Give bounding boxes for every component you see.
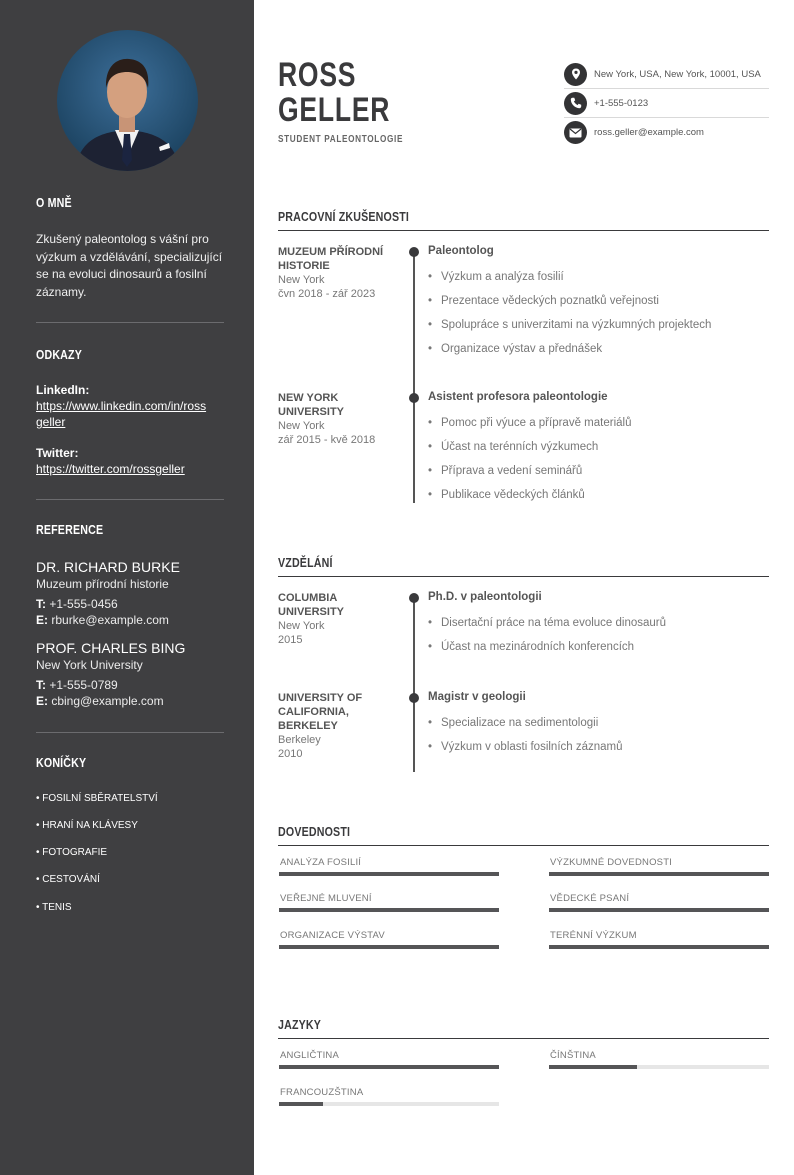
degree-bullet: • Disertační práce na téma evoluce dinosaurů <box>428 617 666 629</box>
employment-dates: čvn 2018 - zář 2023 <box>278 288 376 300</box>
references-section <box>36 522 224 537</box>
email-label: E: <box>36 694 48 708</box>
hobby-item: • HRANÍ NA KLÁVESY <box>36 820 138 831</box>
contact-email[interactable]: ross.geller@example.com <box>594 127 704 138</box>
employer-name: UNIVERSITY <box>278 406 345 418</box>
school-name: CALIFORNIA, <box>278 706 349 718</box>
linkedin-url-part[interactable]: https://www.linkedin.com/in/ross <box>36 399 207 413</box>
candidate-name <box>278 58 390 128</box>
envelope-icon <box>564 121 587 144</box>
reference-org: New York University <box>36 658 143 672</box>
reference-phone: +1-555-0456 <box>49 597 118 611</box>
experience-timeline <box>413 251 415 503</box>
timeline-dot <box>409 693 419 703</box>
first-name: ROSS <box>278 56 357 94</box>
linkedin-url-part[interactable]: geller <box>36 415 66 429</box>
experience-heading <box>278 206 769 231</box>
section-title: VZDĚLÁNÍ <box>278 555 333 570</box>
degree-title: Magistr v geologii <box>428 691 526 703</box>
employment-dates: zář 2015 - kvě 2018 <box>278 434 376 446</box>
skill-bar-track <box>549 908 769 912</box>
job-title: Paleontolog <box>428 245 494 257</box>
education-timeline <box>413 597 415 772</box>
hobby-item: • CESTOVÁNÍ <box>36 874 100 885</box>
employer-location: New York <box>278 420 325 432</box>
skill-label: TERÉNNÍ VÝZKUM <box>550 930 637 941</box>
about-line: záznamy. <box>36 284 87 299</box>
profile-photo-icon <box>57 30 198 171</box>
job-bullet: • Prezentace vědeckých poznatků veřejnosti <box>428 295 659 307</box>
school-name: BERKELEY <box>278 720 338 732</box>
employer-name: HISTORIE <box>278 260 330 272</box>
school-name: COLUMBIA <box>278 592 338 604</box>
skill-item <box>279 930 499 949</box>
job-bullet: • Spolupráce s univerzitami na výzkumných projektech <box>428 319 711 331</box>
linkedin-label: LinkedIn: <box>36 383 90 397</box>
linkedin-link[interactable] <box>36 398 224 430</box>
reference-email-row <box>36 693 224 709</box>
hobbies-heading: KONÍČKY <box>36 755 87 770</box>
skill-item <box>549 930 769 949</box>
about-line: Zkušený paleontolog s vášní pro <box>36 232 209 246</box>
degree-bullet: • Účast na mezinárodních konferencích <box>428 641 634 653</box>
about-heading: O MNĚ <box>36 195 72 210</box>
reference-item <box>36 639 224 709</box>
phone-label: T: <box>36 597 46 611</box>
experience-entry-meta <box>278 391 396 447</box>
language-bar-track <box>279 1102 499 1106</box>
skills-heading <box>278 821 769 846</box>
skill-bar-fill <box>279 872 499 876</box>
contact-phone: +1-555-0123 <box>594 97 649 109</box>
location-pin-icon <box>564 63 587 86</box>
about-line: se na evoluci dinosaurů a fosilní <box>36 267 207 281</box>
language-bar-fill <box>279 1065 499 1069</box>
references-heading: REFERENCE <box>36 522 104 537</box>
skill-bar-track <box>279 945 499 949</box>
about-section <box>36 195 224 210</box>
languages-heading <box>278 1014 769 1039</box>
reference-email-row <box>36 612 224 628</box>
hobbies-list <box>36 792 224 922</box>
links-section <box>36 347 224 362</box>
sidebar <box>0 0 254 1175</box>
school-name: UNIVERSITY OF <box>278 692 363 704</box>
section-title: JAZYKY <box>278 1017 322 1032</box>
avatar <box>57 30 198 171</box>
twitter-label: Twitter: <box>36 446 79 460</box>
linkedin-block <box>36 382 224 430</box>
degree-bullet: • Specializace na sedimentologii <box>428 717 598 729</box>
education-entry-meta <box>278 691 396 761</box>
contact-address: New York, USA, New York, 10001, USA <box>594 68 761 80</box>
skill-bar-fill <box>549 872 769 876</box>
job-bullet: • Publikace vědeckých článků <box>428 489 585 501</box>
reference-phone-row <box>36 596 224 612</box>
skill-bar-track <box>549 945 769 949</box>
language-item <box>279 1087 499 1106</box>
reference-email[interactable]: cbing@example.com <box>51 694 164 708</box>
skill-label: VÝZKUMNÉ DOVEDNOSTI <box>550 857 673 868</box>
candidate-title: STUDENT PALEONTOLOGIE <box>278 134 404 145</box>
reference-phone: +1-555-0789 <box>49 678 118 692</box>
reference-email[interactable]: rburke@example.com <box>51 613 169 627</box>
last-name: GELLER <box>278 91 391 129</box>
skill-label: VEŘEJNÉ MLUVENÍ <box>280 893 372 904</box>
language-item <box>279 1050 499 1069</box>
hobby-item: • FOSILNÍ SBĚRATELSTVÍ <box>36 793 158 804</box>
timeline-dot <box>409 593 419 603</box>
job-bullet: • Organizace výstav a přednášek <box>428 343 602 355</box>
about-text <box>36 231 224 301</box>
sidebar-divider <box>36 499 224 500</box>
skill-label: ANALÝZA FOSILIÍ <box>280 857 362 868</box>
school-location: Berkeley <box>278 734 321 746</box>
degree-bullet: • Výzkum v oblasti fosilních záznamů <box>428 741 623 753</box>
reference-name: PROF. CHARLES BING <box>36 640 186 656</box>
language-bar-track <box>279 1065 499 1069</box>
language-label: FRANCOUZŠTINA <box>280 1087 364 1098</box>
sidebar-divider <box>36 322 224 323</box>
language-label: ČÍNŠTINA <box>550 1050 596 1061</box>
reference-org: Muzeum přírodní historie <box>36 577 169 591</box>
school-location: New York <box>278 620 325 632</box>
skill-bar-track <box>279 872 499 876</box>
language-label: ANGLIČTINA <box>280 1050 340 1061</box>
contact-phone-row <box>564 89 769 118</box>
education-entry-meta <box>278 591 396 647</box>
contact-address-row <box>564 60 769 89</box>
education-heading <box>278 552 769 577</box>
phone-label: T: <box>36 678 46 692</box>
job-bullet: • Příprava a vedení seminářů <box>428 465 582 477</box>
school-name: UNIVERSITY <box>278 606 345 618</box>
graduation-year: 2010 <box>278 748 303 760</box>
contact-email-row <box>564 118 769 147</box>
hobby-item: • FOTOGRAFIE <box>36 847 108 858</box>
sidebar-divider <box>36 732 224 733</box>
skill-item <box>549 893 769 912</box>
job-title: Asistent profesora paleontologie <box>428 391 608 403</box>
skill-bar-fill <box>279 908 499 912</box>
links-heading: ODKAZY <box>36 347 82 362</box>
job-bullet: • Účast na terénních výzkumech <box>428 441 598 453</box>
skill-item <box>549 857 769 876</box>
degree-title: Ph.D. v paleontologii <box>428 591 542 603</box>
skill-item <box>279 893 499 912</box>
reference-item <box>36 558 224 628</box>
about-line: výzkum a vzdělávání, specializující <box>36 249 223 264</box>
language-bar-fill <box>549 1065 637 1069</box>
skill-bar-track <box>549 872 769 876</box>
experience-entry-meta <box>278 245 396 301</box>
phone-icon <box>564 92 587 115</box>
hobbies-section <box>36 755 224 770</box>
timeline-dot <box>409 247 419 257</box>
section-title: PRACOVNÍ ZKUŠENOSTI <box>278 209 410 224</box>
hobby-item: • TENIS <box>36 902 72 913</box>
reference-name: DR. RICHARD BURKE <box>36 559 180 575</box>
language-bar-track <box>549 1065 769 1069</box>
twitter-link[interactable]: https://twitter.com/rossgeller <box>36 462 185 476</box>
skill-label: ORGANIZACE VÝSTAV <box>280 930 385 941</box>
reference-phone-row <box>36 677 224 693</box>
graduation-year: 2015 <box>278 634 303 646</box>
skill-label: VĚDECKÉ PSANÍ <box>550 893 630 904</box>
job-bullet: • Pomoc při výuce a přípravě materiálů <box>428 417 631 429</box>
skill-bar-track <box>279 908 499 912</box>
email-label: E: <box>36 613 48 627</box>
timeline-dot <box>409 393 419 403</box>
employer-location: New York <box>278 274 325 286</box>
skill-bar-fill <box>549 945 769 949</box>
skill-bar-fill <box>279 945 499 949</box>
skill-item <box>279 857 499 876</box>
skill-bar-fill <box>549 908 769 912</box>
language-item <box>549 1050 769 1069</box>
job-bullet: • Výzkum a analýza fosilií <box>428 271 564 283</box>
section-title: DOVEDNOSTI <box>278 824 351 839</box>
employer-name: NEW YORK <box>278 392 339 404</box>
twitter-block <box>36 445 224 477</box>
language-bar-fill <box>279 1102 323 1106</box>
employer-name: MUZEUM PŘÍRODNÍ <box>278 246 384 258</box>
